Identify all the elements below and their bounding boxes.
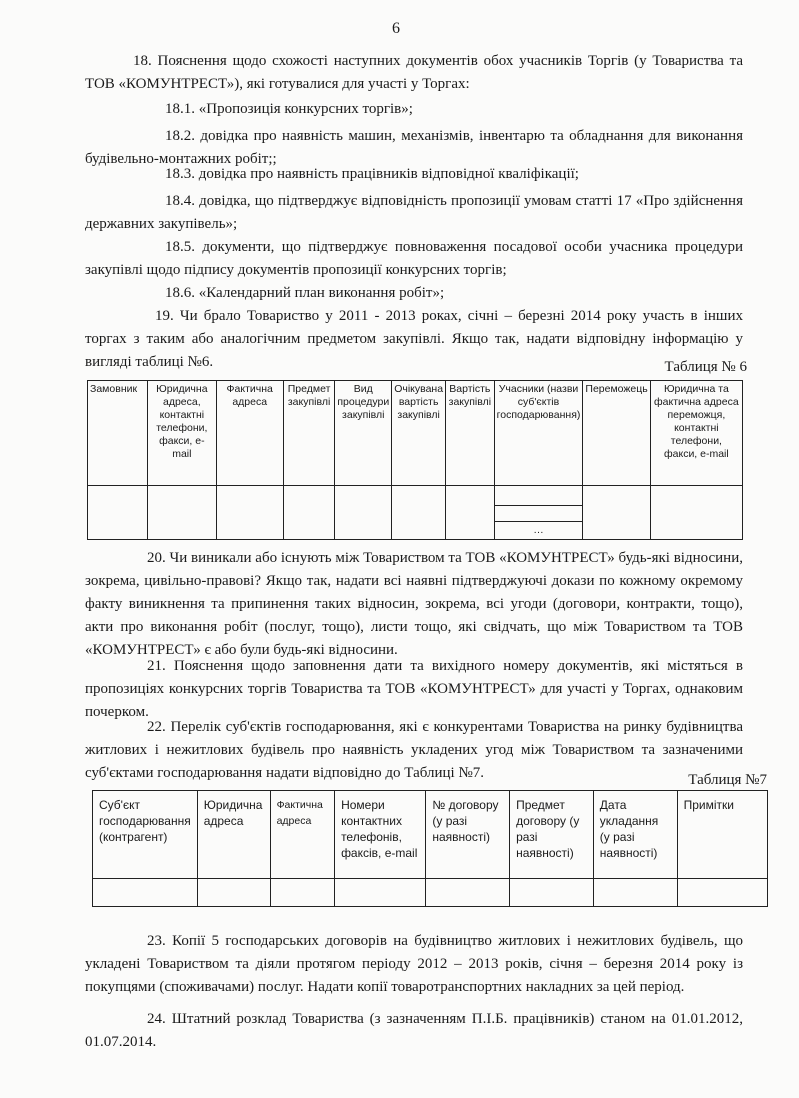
table6-header-cell: Переможець <box>583 381 650 486</box>
paragraph-24: 24. Штатний розклад Товариства (з зазначенням П.І.Б. працівників) станом на 01.01.2012, 01.07.2014. <box>85 1011 743 1050</box>
table6-header-cell: Фактична адреса <box>216 381 283 486</box>
item-18-6: 18.6. «Календарний план виконання робіт»; <box>165 285 445 301</box>
paragraph-19: 19. Чи брало Товариство у 2011 - 2013 роках, січні – березні 2014 року участь в інших торгах з таким або аналогічним предметом закупівлі. Якщо так, надати відповідну інформацію у вигляді таблиці №6. <box>85 308 743 370</box>
table6-cell <box>392 486 446 540</box>
table7-cell <box>426 879 510 907</box>
table6-cell <box>583 486 650 540</box>
table6-cell <box>148 486 217 540</box>
table6-header-cell: Вид процедури закупівлі <box>335 381 392 486</box>
table7-caption: Таблиця №7 <box>688 772 767 788</box>
table6-header-cell: Предмет закупівлі <box>283 381 335 486</box>
table7-cell <box>677 879 767 907</box>
paragraph-18: 18. Пояснення щодо схожості наступних документів обох учасників Торгів (у Товариства та ТОВ «КОМУНТРЕСТ»), які готувалися для участі у Торгах: <box>85 53 743 92</box>
table6-cell <box>283 486 335 540</box>
table7-cell <box>593 879 677 907</box>
table7-cell <box>270 879 334 907</box>
table6-header-cell: Юридична адреса, контактні телефони, факси, e-mail <box>148 381 217 486</box>
table7-header-cell: № договору (у разі наявності) <box>426 791 510 879</box>
table6-cell <box>88 486 148 540</box>
table7-header-cell: Дата укладання (у разі наявності) <box>593 791 677 879</box>
item-18-3: 18.3. довідка про наявність працівників відповідної кваліфікації; <box>165 166 579 182</box>
table6-header-cell: Вартість закупівлі <box>446 381 495 486</box>
paragraph-21: 21. Пояснення щодо заповнення дати та вихідного номеру документів, які містяться в пропозиціях конкурсних торгів Товариства та ТОВ «КОМУНТРЕСТ» для участі у Торгах, однаковим почерком. <box>85 658 743 720</box>
paragraph-23: 23. Копії 5 господарських договорів на будівництво житлових і нежитлових будівель, що укладені Товариством та діяли протягом періоду 2012 – 2013 років, січня – березня 2014 року із покупцями (споживачами) послуг. Надати копії товаротранспортних накладних за цей період. <box>85 933 743 995</box>
table6-cell <box>650 486 742 540</box>
table6-header-cell: Очікувана вартість закупівлі <box>392 381 446 486</box>
table7-header-cell: Суб'єкт господарювання (контрагент) <box>93 791 198 879</box>
table7-cell <box>335 879 426 907</box>
table6-cell <box>216 486 283 540</box>
table6-cell <box>335 486 392 540</box>
table7-row <box>93 879 768 907</box>
item-18-1: 18.1. «Пропозиція конкурсних торгів»; <box>165 101 413 117</box>
table-6 <box>87 380 743 540</box>
page-number: 6 <box>392 20 400 37</box>
table7-header-cell: Примітки <box>677 791 767 879</box>
item-18-2: 18.2. довідка про наявність машин, механізмів, інвентарю та обладнання для виконання будівельно-монтажних робіт;; <box>85 128 743 167</box>
table6-header-cell: Юридична та фактична адреса переможця, контактні телефони, факси, e-mail <box>650 381 742 486</box>
table6-cell <box>446 486 495 540</box>
table7-header-cell: Фактична адреса <box>270 791 334 879</box>
table-7 <box>92 790 768 907</box>
table6-header-cell: Замовник <box>88 381 148 486</box>
table7-header-cell: Предмет договору (у разі наявності) <box>510 791 594 879</box>
table7-header-cell: Номери контактних телефонів, факсів, e-mail <box>335 791 426 879</box>
table6-ellipsis-cell: … <box>494 522 583 540</box>
table6-caption: Таблиця № 6 <box>664 359 747 375</box>
table6-header-row <box>88 381 743 486</box>
table6-cell <box>494 486 583 506</box>
paragraph-22: 22. Перелік суб'єктів господарювання, які є конкурентами Товариства на ринку будівництва житлових і нежитлових будівель про наявність укладених угод між Товариством та зазначеними суб'єктами господарювання надати відповідно до Таблиці №7. <box>85 719 743 781</box>
table7-header-row <box>93 791 768 879</box>
item-18-5: 18.5. документи, що підтверджує повноваження посадової особи учасника процедури закупівлі щодо підпису документів пропозиції конкурсних торгів; <box>85 239 743 278</box>
table7-header-cell: Юридична адреса <box>197 791 270 879</box>
table6-header-cell: Учасники (назви суб'єктів господарювання) <box>494 381 583 486</box>
table7-cell <box>510 879 594 907</box>
table6-cell <box>494 506 583 522</box>
table7-cell <box>93 879 198 907</box>
table7-cell <box>197 879 270 907</box>
item-18-4: 18.4. довідка, що підтверджує відповідність пропозиції умовам статті 17 «Про здійснення державних закупівель»; <box>85 193 743 232</box>
table6-row <box>88 486 743 506</box>
paragraph-20: 20. Чи виникали або існують між Товариством та ТОВ «КОМУНТРЕСТ» будь-які відносини, зокрема, цивільно-правові? Якщо так, надати всі наявні підтверджуючі докази по кожному окремому факту виникнення та припинення таких відносин, зокрема, всі угоди (договори, контракти, тощо), акти про виконання робіт (послуг, тощо), листи тощо, які свідчать, що між Товариством та ТОВ «КОМУНТРЕСТ» є або були будь-які відносини. <box>85 550 743 658</box>
